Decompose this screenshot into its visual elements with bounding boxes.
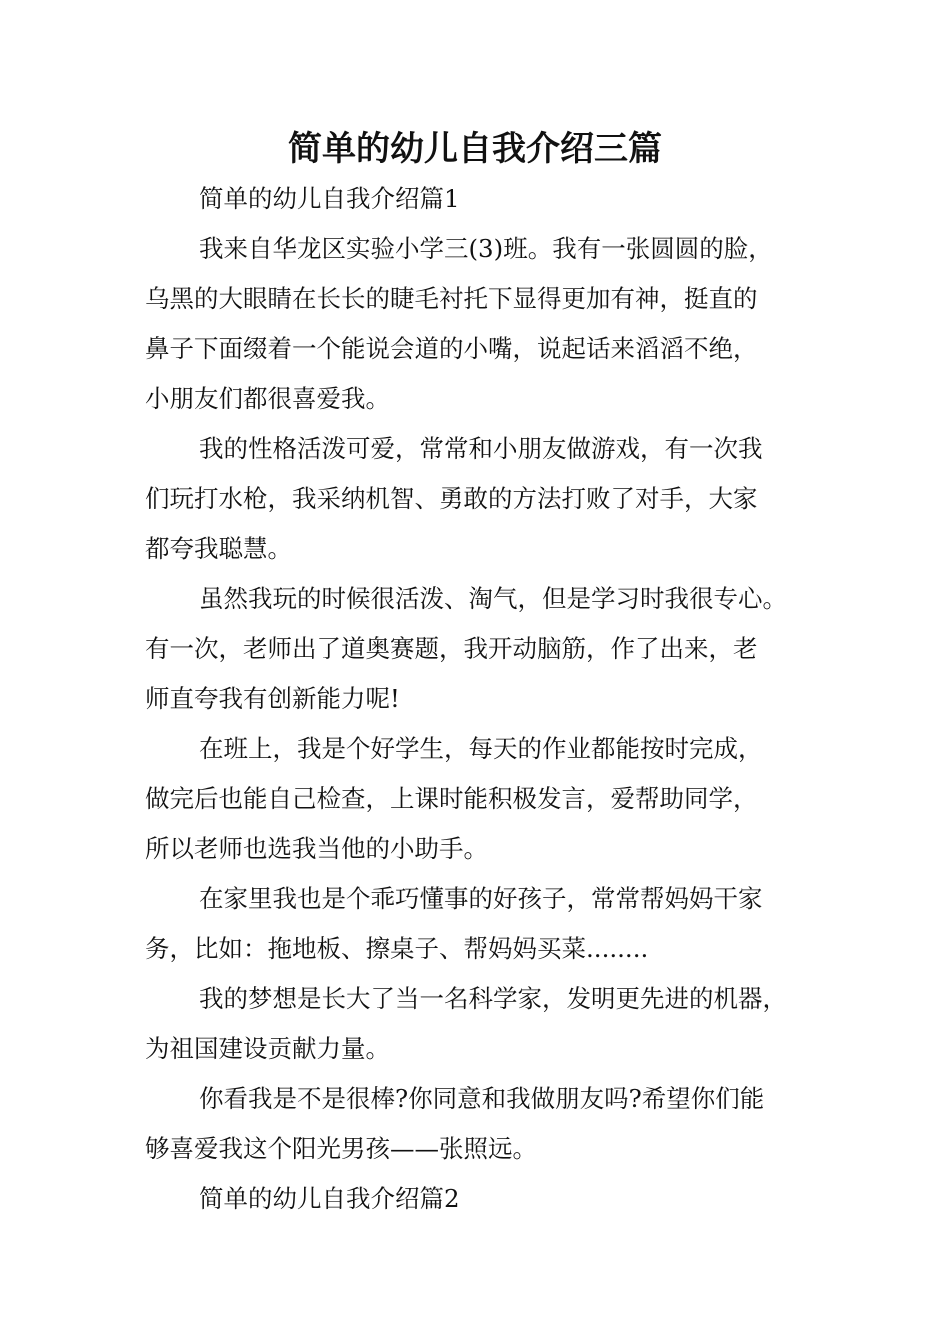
- paragraph-line: 小朋友们都很喜爱我。: [145, 384, 390, 413]
- paragraph-line: 在班上，我是个好学生，每天的作业都能按时完成，: [199, 734, 763, 763]
- paragraph-line: 务，比如：拖地板、擦桌子、帮妈妈买菜........: [145, 934, 649, 963]
- paragraph-line: 乌黑的大眼睛在长长的睫毛衬托下显得更加有神，挺直的: [145, 284, 758, 313]
- paragraph-line: 在家里我也是个乖巧懂事的好孩子，常常帮妈妈干家: [199, 884, 763, 913]
- document-title: 简单的幼儿自我介绍三篇: [288, 129, 662, 169]
- paragraph-line: 都夸我聪慧。: [145, 534, 292, 563]
- paragraph-line: 为祖国建设贡献力量。: [145, 1034, 390, 1063]
- section-heading-2: 简单的幼儿自我介绍篇2: [199, 1184, 460, 1213]
- paragraph-line: 我的梦想是长大了当一名科学家，发明更先进的机器，: [199, 984, 787, 1013]
- paragraph-line: 做完后也能自己检查，上课时能积极发言，爱帮助同学，: [145, 784, 758, 813]
- paragraph-line: 有一次，老师出了道奥赛题，我开动脑筋，作了出来，老: [145, 634, 758, 663]
- paragraph-line: 虽然我玩的时候很活泼、淘气，但是学习时我很专心。: [199, 584, 787, 613]
- section-heading-1: 简单的幼儿自我介绍篇1: [199, 184, 460, 213]
- paragraph-line: 够喜爱我这个阳光男孩——张照远。: [145, 1134, 537, 1163]
- paragraph-line: 我来自华龙区实验小学三(3)班。我有一张圆圆的脸，: [199, 234, 773, 263]
- paragraph-line: 师直夸我有创新能力呢!: [145, 684, 400, 713]
- paragraph-line: 们玩打水枪，我采纳机智、勇敢的方法打败了对手，大家: [145, 484, 758, 513]
- paragraph-line: 鼻子下面缀着一个能说会道的小嘴，说起话来滔滔不绝，: [145, 334, 758, 363]
- paragraph-line: 所以老师也选我当他的小助手。: [145, 834, 488, 863]
- paragraph-line: 我的性格活泼可爱，常常和小朋友做游戏，有一次我: [199, 434, 763, 463]
- paragraph-line: 你看我是不是很棒?你同意和我做朋友吗?希望你们能: [199, 1084, 765, 1113]
